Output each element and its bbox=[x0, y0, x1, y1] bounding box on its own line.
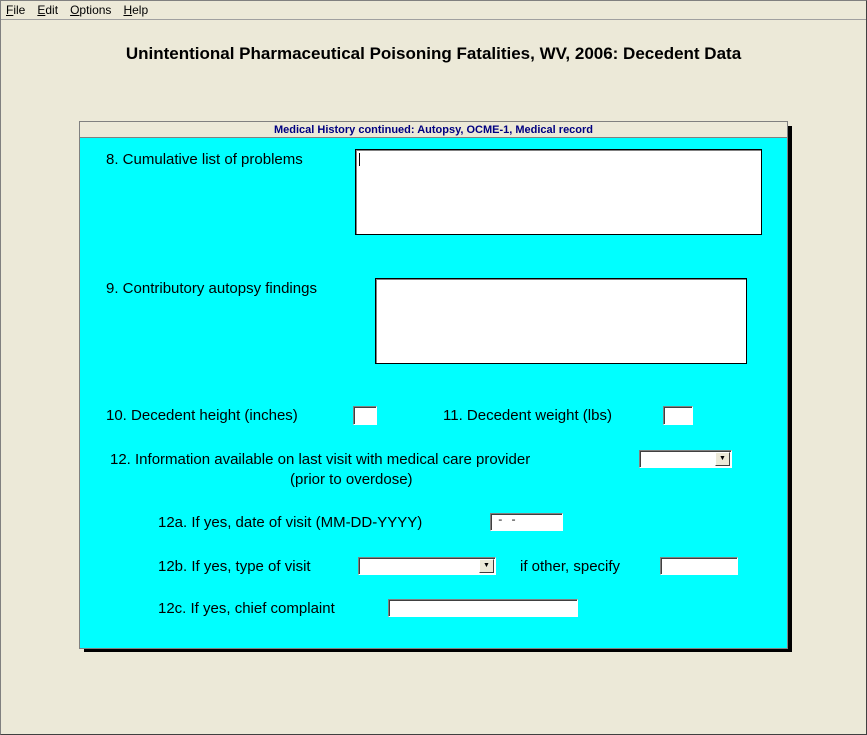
last-visit-info-select[interactable] bbox=[639, 450, 732, 468]
text-caret bbox=[359, 153, 360, 166]
chevron-down-icon[interactable]: ▼ bbox=[715, 452, 730, 466]
autopsy-findings-textarea[interactable] bbox=[375, 278, 747, 364]
q10-label: 10. Decedent height (inches) bbox=[106, 407, 298, 424]
chief-complaint-input[interactable] bbox=[388, 599, 578, 617]
menu-bar bbox=[1, 1, 866, 20]
q12-sublabel: (prior to overdose) bbox=[290, 471, 413, 488]
menu-file[interactable]: File bbox=[6, 3, 26, 17]
weight-input[interactable] bbox=[663, 406, 693, 425]
menu-help[interactable]: Help bbox=[123, 3, 149, 17]
visit-type-select[interactable] bbox=[358, 557, 496, 575]
q12-label: 12. Information available on last visit with medical care provider bbox=[110, 451, 531, 468]
q11-label: 11. Decedent weight (lbs) bbox=[443, 407, 612, 424]
menu-edit[interactable]: Edit bbox=[37, 3, 59, 17]
menu-options[interactable]: Options bbox=[70, 3, 112, 17]
chevron-down-icon[interactable]: ▼ bbox=[479, 559, 494, 573]
q12c-label: 12c. If yes, chief complaint bbox=[158, 600, 335, 617]
q12b-label: 12b. If yes, type of visit bbox=[158, 558, 311, 575]
q12b-other-label: if other, specify bbox=[520, 558, 621, 575]
visit-date-input[interactable]: - - bbox=[490, 513, 563, 531]
cumulative-problems-textarea[interactable] bbox=[355, 149, 762, 235]
height-input[interactable] bbox=[353, 406, 377, 425]
panel-header: Medical History continued: Autopsy, OCME-1, Medical record bbox=[80, 122, 787, 138]
q9-label: 9. Contributory autopsy findings bbox=[106, 280, 317, 297]
visit-type-other-input[interactable] bbox=[660, 557, 738, 575]
q8-label: 8. Cumulative list of problems bbox=[106, 151, 303, 168]
page-title: Unintentional Pharmaceutical Poisoning Fatalities, WV, 2006: Decedent Data bbox=[125, 44, 742, 63]
q12a-label: 12a. If yes, date of visit (MM-DD-YYYY) bbox=[158, 514, 423, 531]
